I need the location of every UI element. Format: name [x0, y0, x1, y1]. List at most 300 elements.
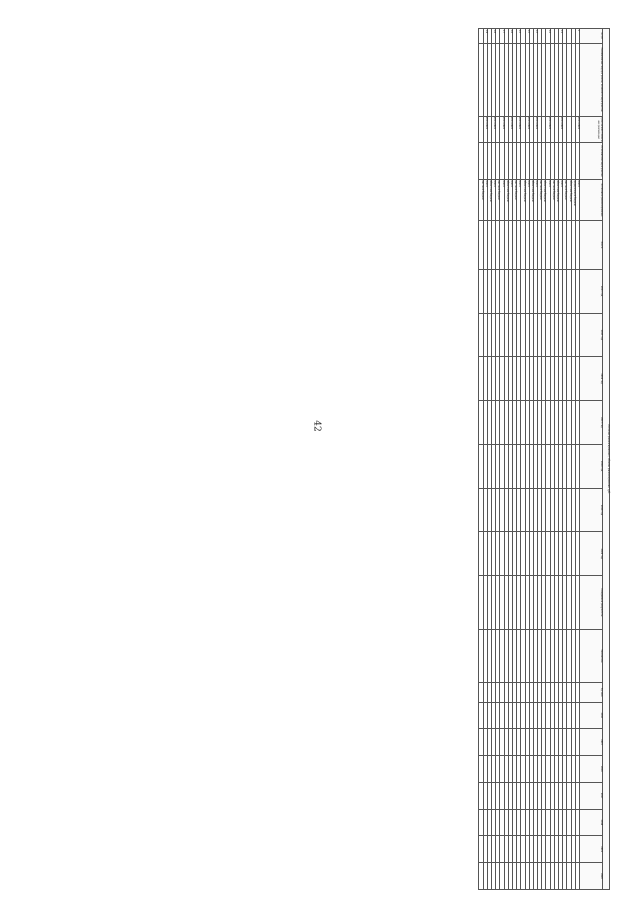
table-cell [513, 782, 517, 809]
table-cell [517, 269, 521, 313]
table-cell [554, 756, 558, 783]
table-cell [504, 532, 508, 576]
table-cell [525, 488, 529, 532]
column-header: 2019 [580, 836, 603, 863]
table-cell [496, 756, 500, 783]
table-cell [563, 313, 567, 357]
table-cell [571, 444, 575, 488]
table-cell [554, 836, 558, 863]
table-cell [508, 576, 512, 630]
table-cell [521, 782, 525, 809]
table-cell [504, 444, 508, 488]
table-cell [483, 782, 487, 809]
table-cell [571, 782, 575, 809]
table-row [571, 29, 575, 890]
table-cell [483, 221, 487, 270]
table-cell [504, 43, 508, 116]
table-cell [513, 576, 517, 630]
table-cell [521, 401, 525, 445]
table-cell [554, 809, 558, 836]
table-cell: 2014-2020 [492, 116, 496, 143]
table-cell: Всего [483, 179, 487, 220]
table-row [517, 29, 521, 890]
column-header: 2015 год [580, 313, 603, 357]
table-cell: Всего [546, 179, 550, 220]
table-cell [563, 576, 567, 630]
table-cell [571, 702, 575, 729]
table-cell [492, 401, 496, 445]
table-cell [496, 269, 500, 313]
table-cell [517, 863, 521, 890]
table-cell [525, 444, 529, 488]
table-frame [34, 28, 610, 890]
table-row [483, 29, 487, 890]
table-row [554, 29, 558, 890]
table-cell [550, 43, 554, 116]
table-cell [563, 756, 567, 783]
table-cell [546, 836, 550, 863]
table-cell [479, 116, 483, 143]
table-cell [563, 629, 567, 683]
table-cell [571, 729, 575, 756]
table-cell [521, 532, 525, 576]
table-cell [525, 401, 529, 445]
table-cell [575, 488, 579, 532]
table-cell [542, 221, 546, 270]
table-cell [513, 863, 517, 890]
table-cell [508, 629, 512, 683]
column-header: 2017 [580, 782, 603, 809]
table-cell [538, 29, 542, 44]
table-cell [575, 809, 579, 836]
table-cell [504, 782, 508, 809]
table-row [521, 29, 525, 890]
table-row [567, 29, 571, 890]
table-cell [479, 444, 483, 488]
table-cell [546, 488, 550, 532]
table-cell [479, 702, 483, 729]
table-cell [559, 683, 563, 702]
table-cell [559, 43, 563, 116]
table-cell [529, 532, 533, 576]
table-cell [529, 269, 533, 313]
table-cell [492, 782, 496, 809]
table-cell [513, 143, 517, 179]
table-cell [504, 683, 508, 702]
table-cell [546, 143, 550, 179]
table-row [504, 29, 508, 890]
table-cell [513, 756, 517, 783]
table-cell [559, 863, 563, 890]
table-cell [542, 444, 546, 488]
table-cell [525, 313, 529, 357]
table-cell [559, 269, 563, 313]
table-cell [500, 43, 504, 116]
table-cell [529, 116, 533, 143]
table-cell [483, 756, 487, 783]
table-cell [538, 683, 542, 702]
table-cell [508, 43, 512, 116]
table-cell [487, 444, 491, 488]
table-cell [492, 444, 496, 488]
table-cell [513, 401, 517, 445]
table-cell [496, 116, 500, 143]
table-cell: Всего [575, 179, 579, 220]
table-cell [567, 43, 571, 116]
table-cell: федеральный бюджет [571, 179, 575, 220]
table-cell [500, 702, 504, 729]
table-cell [563, 809, 567, 836]
table-cell [500, 629, 504, 683]
table-cell [496, 683, 500, 702]
table-cell [496, 576, 500, 630]
table-cell [554, 143, 558, 179]
table-title-row [603, 29, 610, 890]
table-cell [479, 863, 483, 890]
table-cell [559, 444, 563, 488]
table-cell [559, 809, 563, 836]
table-cell [487, 863, 491, 890]
table-cell: местный бюджет [513, 179, 517, 220]
table-cell [533, 488, 537, 532]
table-cell [508, 683, 512, 702]
table-cell [500, 488, 504, 532]
table-cell [550, 444, 554, 488]
table-cell [483, 401, 487, 445]
table-cell [500, 444, 504, 488]
table-body [479, 29, 580, 890]
table-cell [483, 863, 487, 890]
column-header: Ожидаемые результаты [580, 576, 603, 630]
table-cell [571, 43, 575, 116]
table-cell [567, 702, 571, 729]
table-cell [513, 43, 517, 116]
table-row [538, 29, 542, 890]
table-row [533, 29, 537, 890]
table-cell [508, 357, 512, 401]
table-cell [525, 683, 529, 702]
table-cell [546, 782, 550, 809]
table-cell [538, 401, 542, 445]
table-cell: местный бюджет [538, 179, 542, 220]
table-cell [513, 683, 517, 702]
table-row [479, 29, 483, 890]
table-cell [533, 269, 537, 313]
table-cell [487, 488, 491, 532]
table-cell [504, 313, 508, 357]
table-cell [525, 729, 529, 756]
table-row [542, 29, 546, 890]
table-cell [500, 809, 504, 836]
table-cell [479, 729, 483, 756]
table-cell [508, 782, 512, 809]
table-cell [492, 43, 496, 116]
table-cell [517, 43, 521, 116]
table-cell [496, 702, 500, 729]
table-cell [563, 782, 567, 809]
table-cell [508, 488, 512, 532]
table-cell [487, 269, 491, 313]
table-cell: областной бюджет [542, 179, 546, 220]
table-cell [538, 444, 542, 488]
table-cell [513, 809, 517, 836]
table-cell [554, 782, 558, 809]
table-cell [500, 863, 504, 890]
table-cell [533, 221, 537, 270]
table-cell [492, 221, 496, 270]
table-cell [559, 576, 563, 630]
table-cell [500, 729, 504, 756]
table-cell [538, 863, 542, 890]
table-cell [513, 116, 517, 143]
table-cell [508, 269, 512, 313]
table-cell [575, 43, 579, 116]
table-cell [525, 809, 529, 836]
table-cell [479, 782, 483, 809]
table-cell [487, 43, 491, 116]
table-cell: 2014-2020 [546, 116, 550, 143]
table-cell [550, 488, 554, 532]
table-cell [496, 313, 500, 357]
table-cell [508, 836, 512, 863]
table-cell [504, 357, 508, 401]
table-cell [571, 29, 575, 44]
table-cell [517, 401, 521, 445]
table-cell [500, 836, 504, 863]
table-cell [542, 269, 546, 313]
table-cell [554, 401, 558, 445]
rotated-table-area [34, 28, 610, 890]
table-cell [542, 313, 546, 357]
table-cell [479, 629, 483, 683]
table-cell [521, 116, 525, 143]
table-cell [517, 756, 521, 783]
table-cell: Всего [525, 179, 529, 220]
table-cell [529, 576, 533, 630]
table-cell [554, 488, 558, 532]
table-cell [487, 756, 491, 783]
table-cell [575, 357, 579, 401]
table-cell [492, 756, 496, 783]
table-cell [517, 444, 521, 488]
table-cell [483, 357, 487, 401]
table-cell [571, 629, 575, 683]
table-cell [487, 809, 491, 836]
table-cell [550, 576, 554, 630]
column-header: 2019 год [580, 488, 603, 532]
table-cell [508, 313, 512, 357]
table-cell [504, 729, 508, 756]
table-cell: местный бюджет [496, 179, 500, 220]
table-cell [538, 143, 542, 179]
table-cell [479, 143, 483, 179]
table-cell [533, 357, 537, 401]
table-cell [533, 756, 537, 783]
table-cell [563, 221, 567, 270]
table-cell: 1 [575, 29, 579, 44]
table-cell [513, 532, 517, 576]
table-cell [563, 729, 567, 756]
table-cell [559, 756, 563, 783]
table-cell [529, 221, 533, 270]
table-cell [563, 444, 567, 488]
table-cell [492, 836, 496, 863]
column-header: № п/п [580, 29, 603, 44]
table-cell [492, 269, 496, 313]
table-cell [521, 629, 525, 683]
table-cell [538, 532, 542, 576]
table-row [559, 29, 563, 890]
table-cell [567, 863, 571, 890]
table-cell: 2014-2020 [500, 116, 504, 143]
table-cell [575, 313, 579, 357]
table-cell [567, 683, 571, 702]
table-cell [542, 532, 546, 576]
table-cell [496, 629, 500, 683]
table-cell [563, 143, 567, 179]
table-cell [567, 836, 571, 863]
table-cell [542, 143, 546, 179]
table-cell [571, 269, 575, 313]
table-cell [550, 532, 554, 576]
table-cell [500, 221, 504, 270]
table-cell [563, 863, 567, 890]
table-cell [559, 702, 563, 729]
table-row [525, 29, 529, 890]
table-cell [504, 863, 508, 890]
table-cell [575, 836, 579, 863]
table-cell [521, 143, 525, 179]
table-cell [517, 221, 521, 270]
table-cell [479, 29, 483, 44]
table-cell [492, 683, 496, 702]
table-row [496, 29, 500, 890]
table-cell [487, 629, 491, 683]
table-cell [500, 756, 504, 783]
table-cell [567, 576, 571, 630]
column-header: 2014 год [580, 269, 603, 313]
table-cell [483, 269, 487, 313]
table-cell [496, 444, 500, 488]
table-cell [521, 863, 525, 890]
table-cell [483, 683, 487, 702]
table-cell [504, 488, 508, 532]
table-cell [542, 782, 546, 809]
table-cell [563, 116, 567, 143]
table-cell: 2014-2020 [533, 116, 537, 143]
table-cell [521, 269, 525, 313]
table-cell [563, 488, 567, 532]
table-cell [496, 782, 500, 809]
table-cell [487, 143, 491, 179]
table-cell [554, 43, 558, 116]
table-cell [550, 729, 554, 756]
table-cell [563, 357, 567, 401]
table-cell [533, 576, 537, 630]
table-cell [525, 702, 529, 729]
table-cell [517, 532, 521, 576]
table-cell [546, 444, 550, 488]
table-cell [521, 809, 525, 836]
table-cell [500, 357, 504, 401]
table-cell [487, 116, 491, 143]
table-cell [483, 629, 487, 683]
table-top-header: Источник финансирования / Объемы финансирования, руб. [603, 29, 610, 890]
table-cell [559, 313, 563, 357]
table-cell [496, 401, 500, 445]
table-cell [517, 488, 521, 532]
table-cell [571, 683, 575, 702]
table-cell [559, 836, 563, 863]
table-cell [538, 576, 542, 630]
table-cell [500, 782, 504, 809]
table-cell: местный бюджет [563, 179, 567, 220]
table-cell [508, 756, 512, 783]
table-cell [483, 444, 487, 488]
table-cell [513, 221, 517, 270]
table-cell [538, 269, 542, 313]
table-cell [496, 143, 500, 179]
table-cell [559, 532, 563, 576]
table-cell [492, 863, 496, 890]
table-cell [575, 702, 579, 729]
table-cell [500, 683, 504, 702]
table-cell [546, 401, 550, 445]
table-cell [525, 532, 529, 576]
table-cell [538, 702, 542, 729]
column-header: Срок начала / окончания реализации [580, 116, 603, 143]
table-cell [575, 532, 579, 576]
page-number: 42 [311, 420, 322, 432]
table-cell [571, 143, 575, 179]
table-cell [504, 756, 508, 783]
table-cell [546, 756, 550, 783]
table-cell [521, 313, 525, 357]
table-cell [513, 836, 517, 863]
table-cell [500, 401, 504, 445]
table-cell [500, 143, 504, 179]
table-cell [517, 683, 521, 702]
table-cell [575, 269, 579, 313]
table-cell [517, 143, 521, 179]
table-cell [567, 729, 571, 756]
column-header: 2014 [580, 702, 603, 729]
table-cell [538, 629, 542, 683]
table-cell [525, 863, 529, 890]
table-cell [517, 357, 521, 401]
table-row [492, 29, 496, 890]
table-cell [487, 401, 491, 445]
table-cell [479, 809, 483, 836]
table-cell: 1.2 [546, 29, 550, 44]
table-cell [567, 809, 571, 836]
table-cell [479, 357, 483, 401]
table-cell [559, 629, 563, 683]
table-cell [538, 313, 542, 357]
table-cell [550, 401, 554, 445]
table-cell [487, 683, 491, 702]
table-cell [492, 143, 496, 179]
table-cell [529, 729, 533, 756]
table-cell [517, 836, 521, 863]
table-cell: местный бюджет [479, 179, 483, 220]
column-header: 2018 [580, 809, 603, 836]
table-cell [492, 357, 496, 401]
table-cell [550, 629, 554, 683]
table-cell [500, 576, 504, 630]
table-cell: Всего [508, 179, 512, 220]
table-cell [542, 116, 546, 143]
